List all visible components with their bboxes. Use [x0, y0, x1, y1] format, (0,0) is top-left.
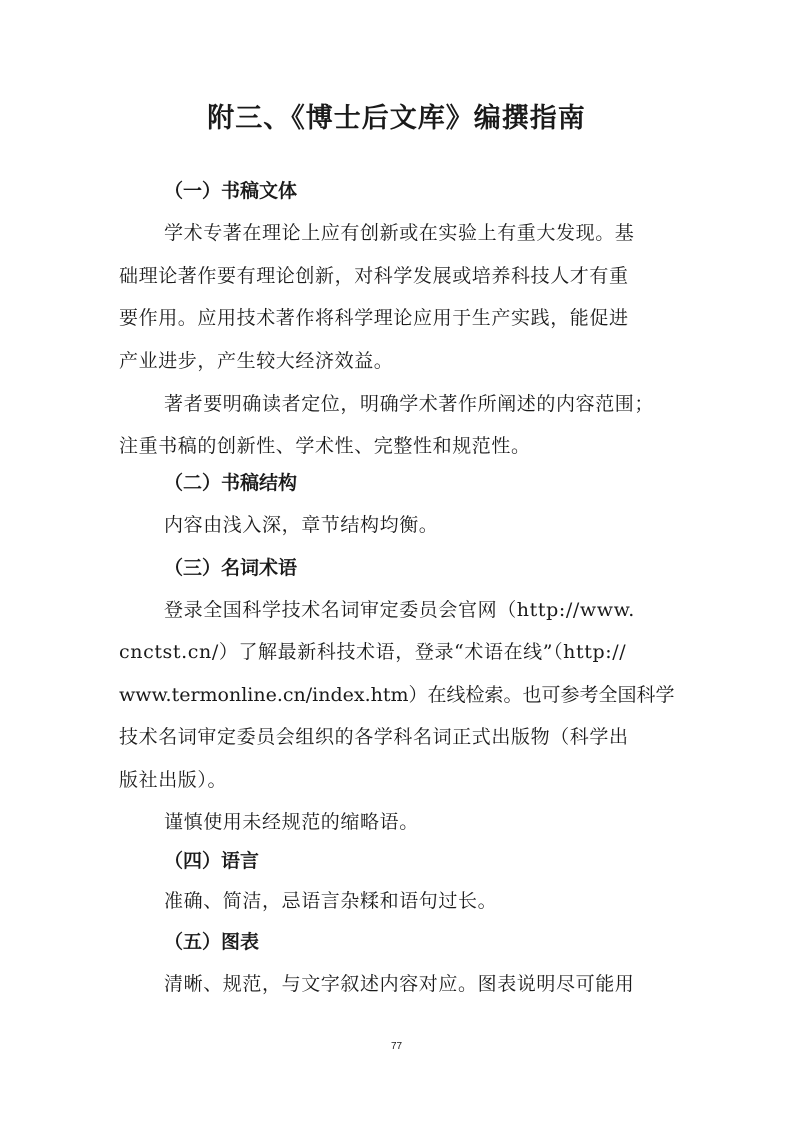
text-line: 准确、简洁，忌语言杂糅和语句过长。 [164, 890, 498, 912]
section-heading-4: （四）语言 [164, 850, 260, 872]
text-line: 注重书稿的创新性、学术性、完整性和规范性。 [119, 435, 531, 457]
text-line: 产业进步，产生较大经济效益。 [119, 350, 394, 372]
text-line: 础理论著作要有理论创新，对科学发展或培养科技人才有重 [119, 265, 629, 287]
text-line: 技术名词审定委员会组织的各学科名词正式出版物（科学出 [119, 726, 629, 748]
section-heading-5: （五）图表 [164, 931, 260, 953]
text-line: 学术专著在理论上应有创新或在实验上有重大发现。基 [164, 222, 635, 244]
text-line: 内容由浅入深，章节结构均衡。 [164, 514, 439, 536]
text-line: 登录全国科学技术名词审定委员会官网（http://www. [164, 599, 635, 621]
text-line: 著者要明确读者定位，明确学术著作所阐述的内容范围； [164, 393, 655, 415]
text-line: 版社出版）。 [119, 769, 228, 791]
page-number: 77 [390, 1041, 403, 1052]
text-line: 清晰、规范，与文字叙述内容对应。图表说明尽可能用 [164, 973, 635, 995]
section-heading-1: （一）书稿文体 [164, 180, 298, 202]
section-heading-2: （二）书稿结构 [164, 472, 298, 494]
text-line: www.termonline.cn/index.htm）在线检索。也可参考全国科学 [119, 684, 675, 706]
text-line: 谨慎使用未经规范的缩略语。 [164, 811, 419, 833]
page-title: 附三、《博士后文库》编撰指南 [207, 103, 586, 134]
text-line: cnctst.cn/）了解最新科技术语，登录“术语在线”（http:// [119, 641, 627, 663]
section-heading-3: （三）名词术语 [164, 557, 298, 579]
text-line: 要作用。应用技术著作将科学理论应用于生产实践，能促进 [119, 307, 629, 329]
